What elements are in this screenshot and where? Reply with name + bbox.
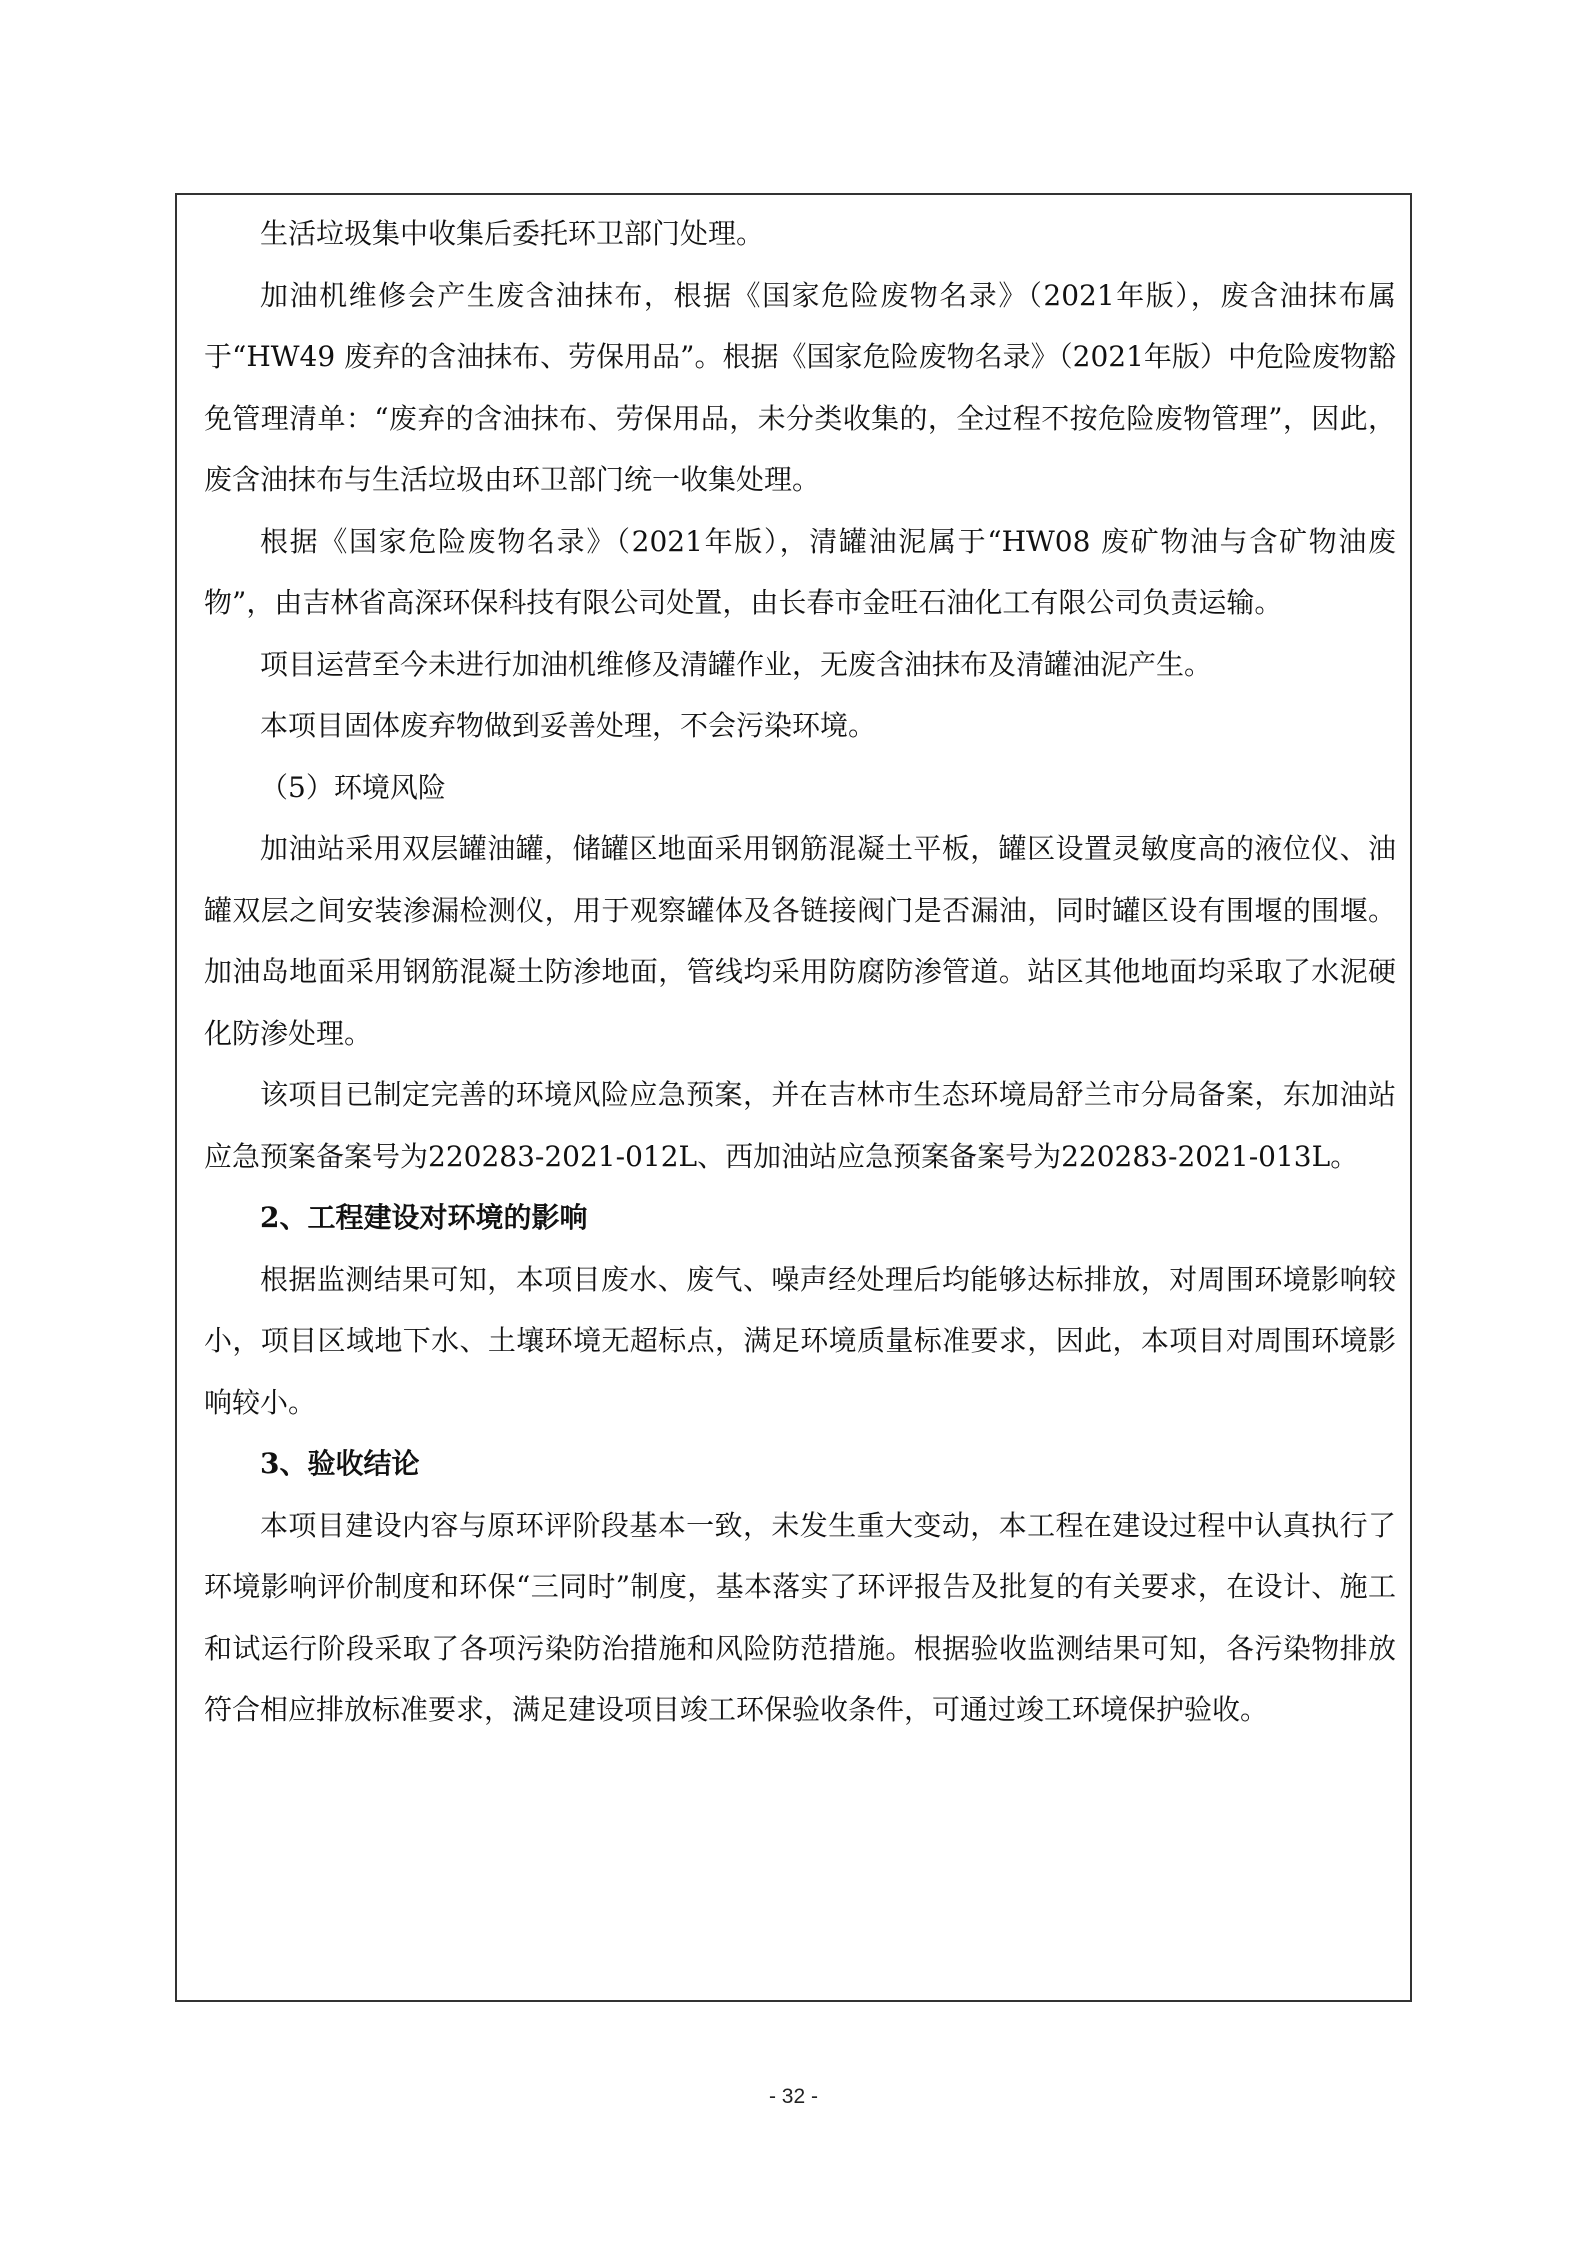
- page-number: - 32 -: [768, 2085, 818, 2108]
- paragraph-no-waste-generated: 项目运营至今未进行加油机维修及清罐作业，无废含油抹布及清罐油泥产生。: [260, 647, 1213, 681]
- document-body: [204, 203, 1396, 1741]
- paragraph-oily-rags: 加油机维修会产生废含油抹布，根据《国家危险废物名录》（2021年版），废含油抹布属于“HW49 废弃的含油抹布、劳保用品”。根据《国家危险废物名录》（2021年版）中危险废物豁免管理清单：“废弃的含油抹布、劳保用品，未分类收集的，全过程不按危险废物管理”，因此，废含油抹布与生活垃圾由环卫部门统一收集处理。: [204, 278, 1396, 496]
- paragraph-tank-protection: 加油站采用双层罐油罐，储罐区地面采用钢筋混凝土平板，罐区设置灵敏度高的液位仪、油罐双层之间安装渗漏检测仪，用于观察罐体及各链接阀门是否漏油，同时罐区设有围堰的围堰。加油岛地面采用钢筋混凝土防渗地面，管线均采用防腐防渗管道。站区其他地面均采取了水泥硬化防渗处理。: [204, 832, 1396, 1050]
- section-heading-acceptance-conclusion: 3、验收结论: [260, 1447, 420, 1480]
- paragraph-domestic-waste: 生活垃圾集中收集后委托环卫部门处理。: [260, 217, 765, 250]
- paragraph-conclusion: 本项目建设内容与原环评阶段基本一致，未发生重大变动，本工程在建设过程中认真执行了环境影响评价制度和环保“三同时”制度，基本落实了环评报告及批复的有关要求，在设计、施工和试运行阶段采取了各项污染防治措施和风险防范措施。根据验收监测结果可知，各污染物排放符合相应排放标准要求，满足建设项目竣工环保验收条件，可通过竣工环境保护验收。: [204, 1508, 1396, 1726]
- content-table-cell: [175, 193, 1412, 2002]
- paragraph-monitoring-results: 根据监测结果可知，本项目废水、废气、噪声经处理后均能够达标排放，对周围环境影响较小，项目区域地下水、土壤环境无超标点，满足环境质量标准要求，因此，本项目对周围环境影响较小。: [204, 1262, 1396, 1419]
- paragraph-solid-waste-summary: 本项目固体废弃物做到妥善处理，不会污染环境。: [260, 709, 877, 742]
- section-heading-environmental-impact: 2、工程建设对环境的影响: [260, 1201, 588, 1234]
- subheading-environmental-risk: （5）环境风险: [260, 770, 446, 804]
- paragraph-emergency-plan: 该项目已制定完善的环境风险应急预案，并在吉林市生态环境局舒兰市分局备案，东加油站应急预案备案号为220283-2021-012L、西加油站应急预案备案号为220283-2021-013L。: [204, 1078, 1396, 1173]
- paragraph-tank-sludge: 根据《国家危险废物名录》（2021年版），清罐油泥属于“HW08 废矿物油与含矿物油废物”，由吉林省高深环保科技有限公司处置，由长春市金旺石油化工有限公司负责运输。: [204, 524, 1396, 619]
